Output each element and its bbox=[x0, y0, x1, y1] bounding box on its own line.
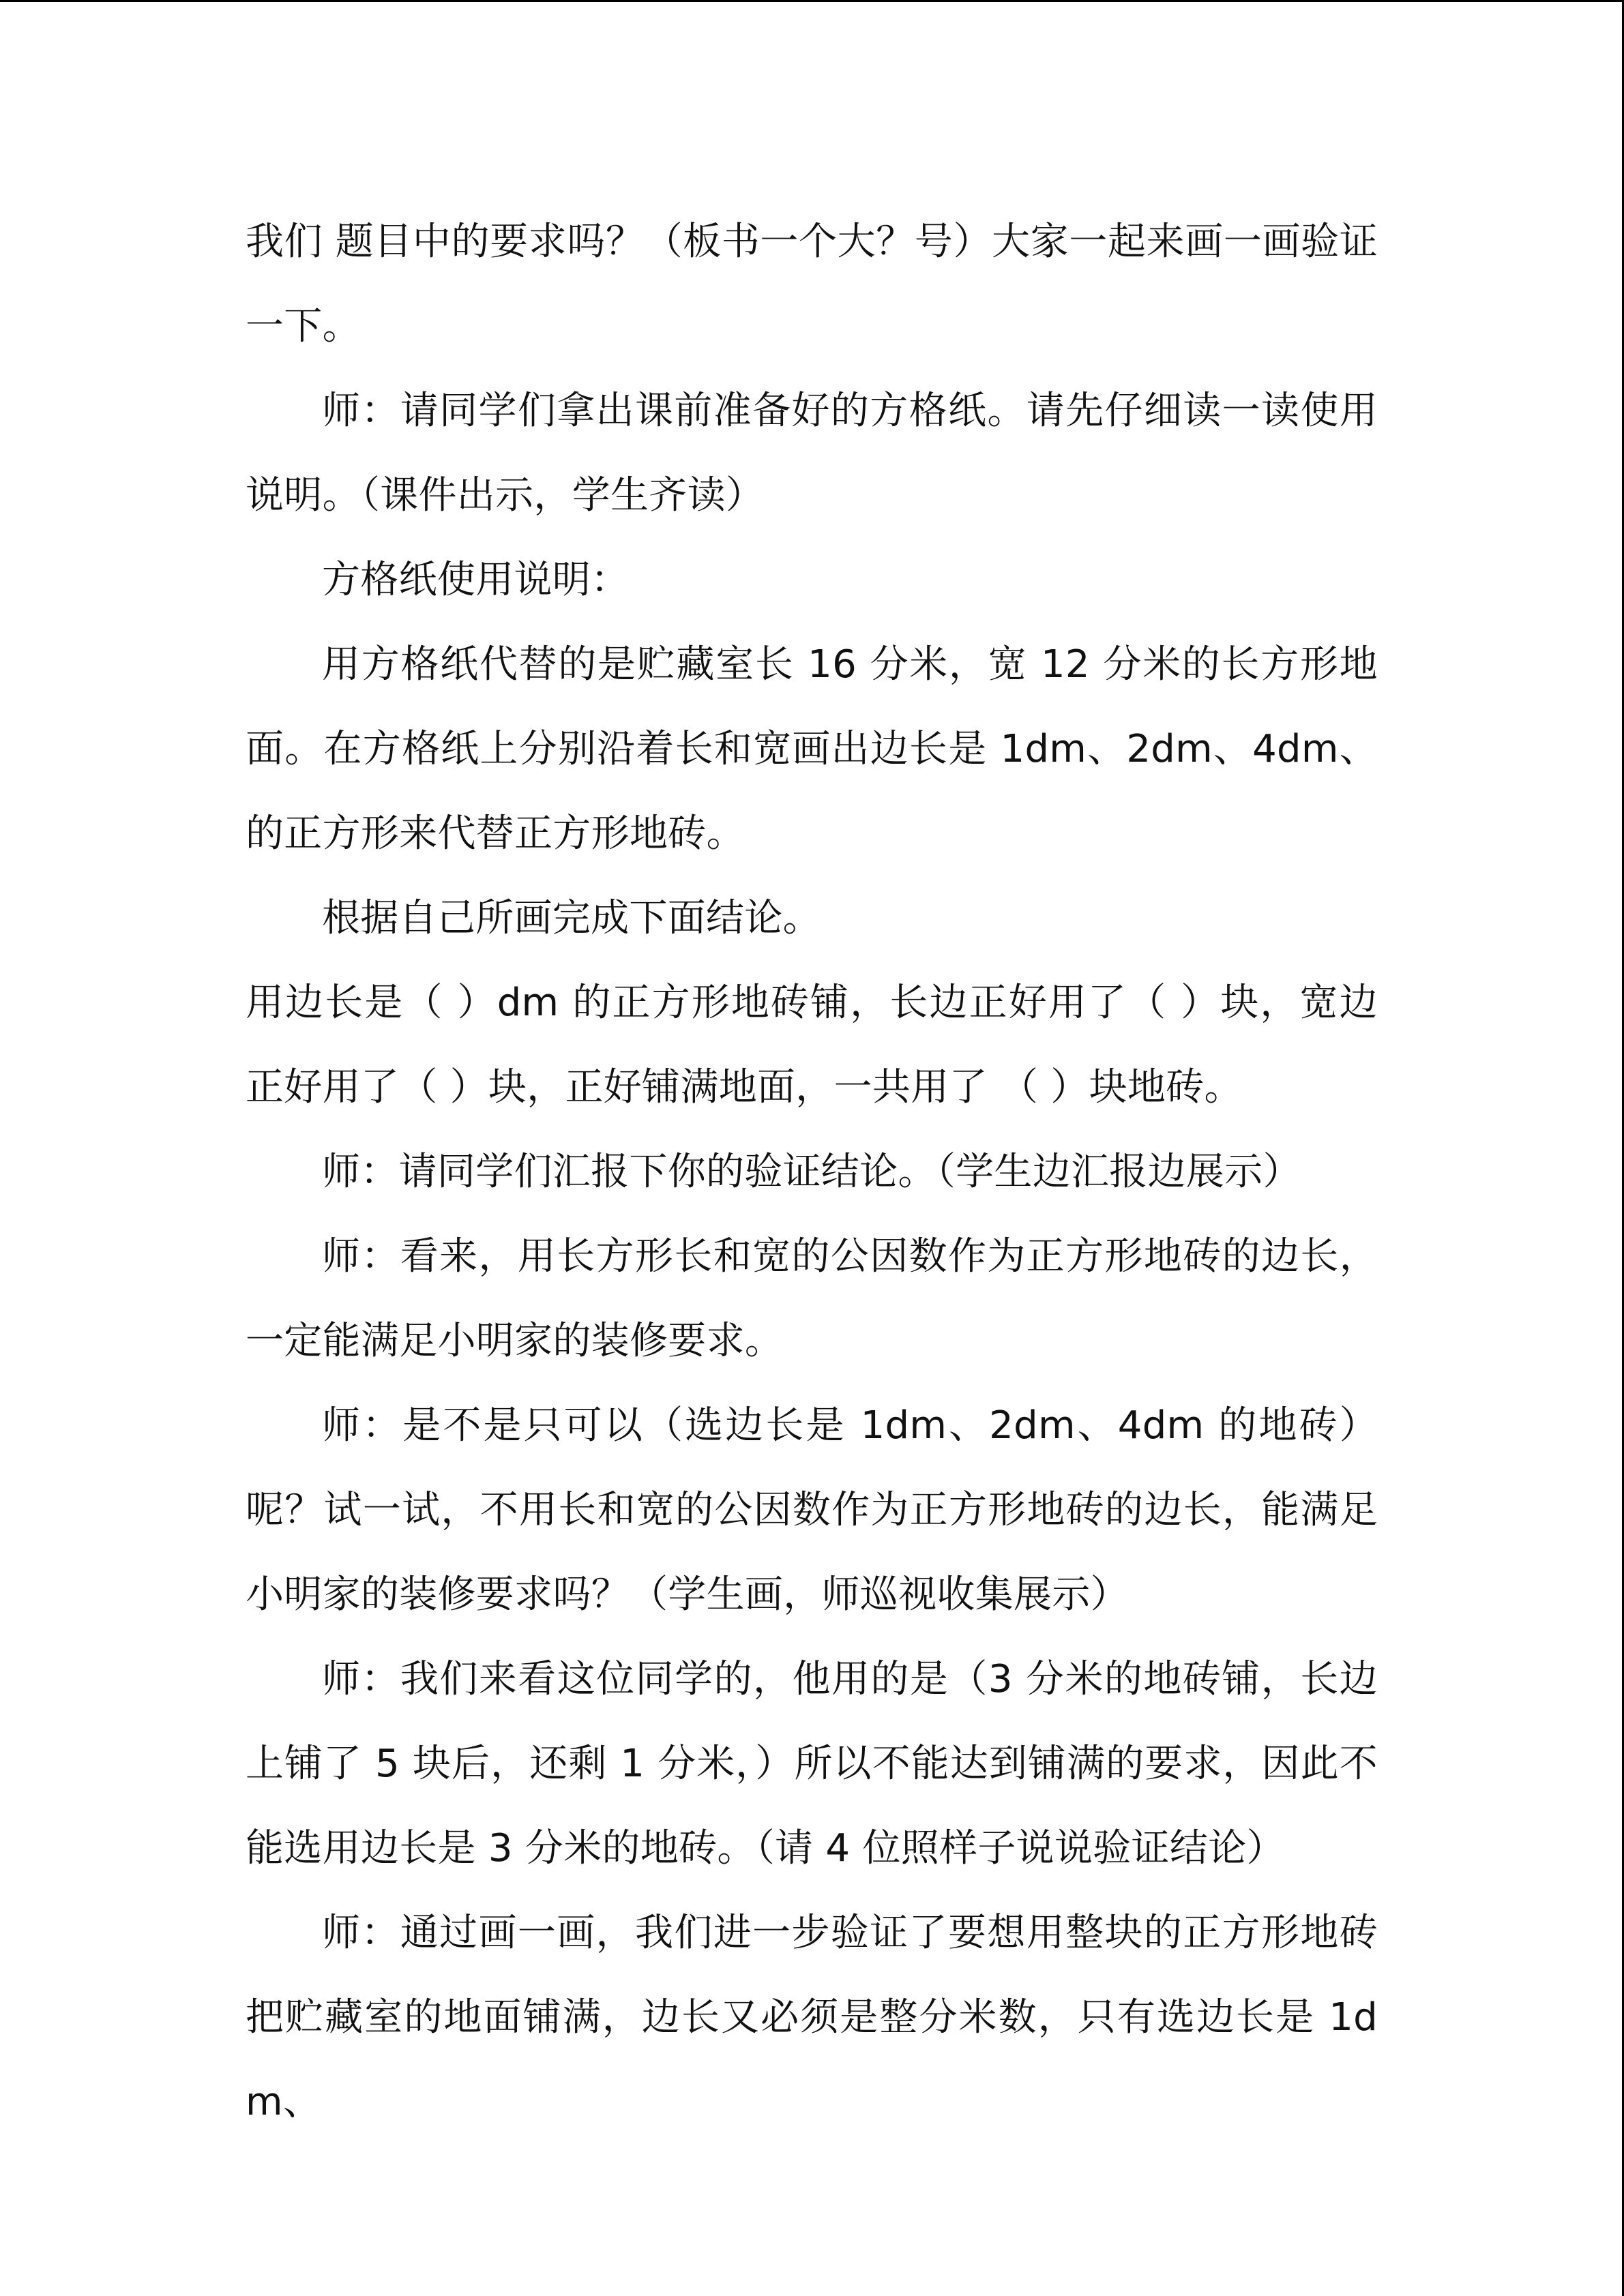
paragraph-7: 师：请同学们汇报下你的验证结论。（学生边汇报边展示） bbox=[322, 1150, 1301, 1194]
paragraph-11: 师：通过画一画，我们进一步验证了要想用整块的正方形地砖把贮藏室的地面铺满，边长又必须是整分米数，只有选边长是 1dm、 bbox=[246, 1911, 1378, 2124]
document-body bbox=[246, 200, 1378, 2145]
paragraph-6: 用边长是（ ）dm 的正方形地砖铺，长边正好用了（ ）块，宽边正好用了（ ）块，正好铺满地面，一共用了 （ ）块地砖。 bbox=[246, 981, 1378, 1109]
paragraph-2: 师：请同学们拿出课前准备好的方格纸。请先仔细读一读使用说明。（课件出示，学生齐读） bbox=[246, 389, 1378, 518]
paragraph-5: 根据自己所画完成下面结论。 bbox=[322, 896, 821, 940]
paragraph-9: 师：是不是只可以（选边长是 1dm、2dm、4dm 的地砖）呢？试一试，不用长和宽的公因数作为正方形地砖的边长，能满足小明家的装修要求吗？（学生画，师巡视收集展示） bbox=[246, 1403, 1378, 1617]
paragraph-10: 师：我们来看这位同学的，他用的是（3 分米的地砖铺，长边上铺了 5 块后，还剩 1 分米，）所以不能达到铺满的要求，因此不能选用边长是 3 分米的地砖。（请 4 位照样子说说验证结论） bbox=[246, 1657, 1378, 1870]
paragraph-3: 方格纸使用说明： bbox=[322, 558, 630, 602]
paragraph-8: 师：看来，用长方形长和宽的公因数作为正方形地砖的边长，一定能满足小明家的装修要求。 bbox=[246, 1234, 1378, 1363]
paragraph-4: 用方格纸代替的是贮藏室长 16 分米，宽 12 分米的长方形地面。在方格纸上分别沿着长和宽画出边长是 1dm、2dm、4dm、的正方形来代替正方形地砖。 bbox=[246, 642, 1378, 856]
paragraph-1: 我们 题目中的要求吗？（板书一个大？号）大家一起来画一画验证一下。 bbox=[246, 220, 1378, 348]
